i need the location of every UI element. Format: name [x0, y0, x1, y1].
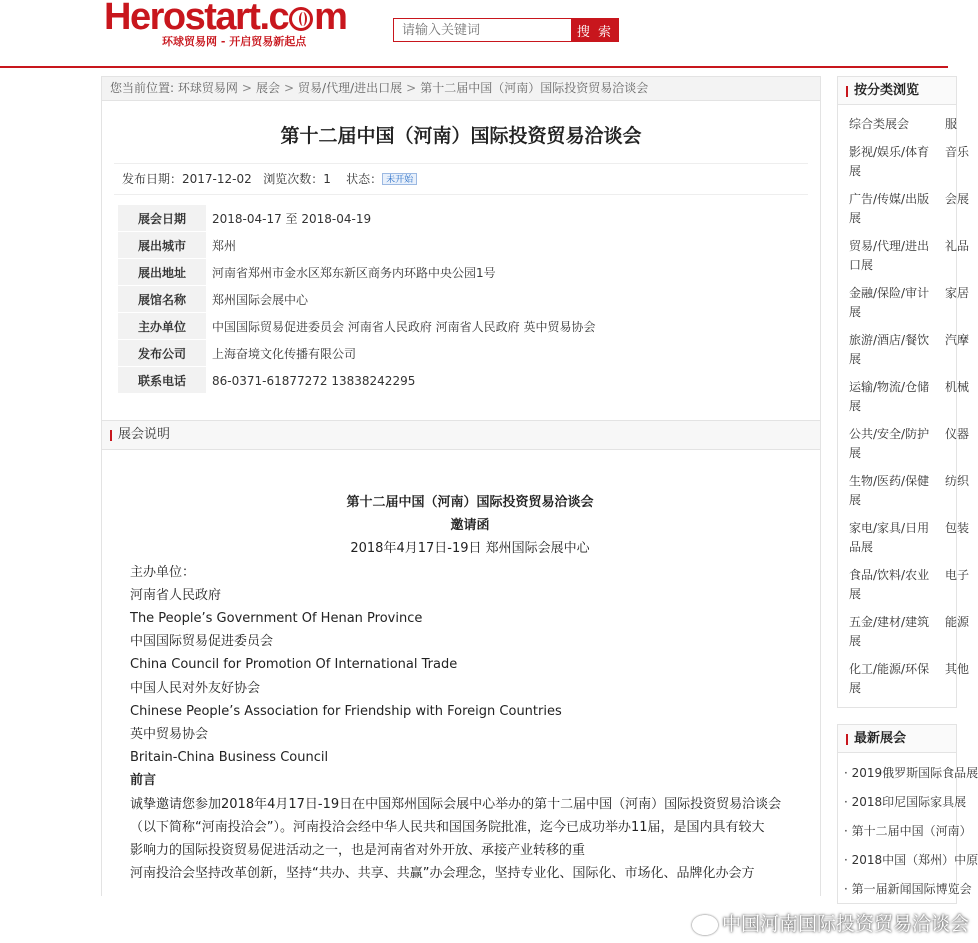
sidebar-category[interactable]: 运输/物流/仓储展 [849, 380, 930, 413]
table-row [118, 340, 595, 367]
sidebar-latest-exhibitions [837, 724, 978, 904]
sidebar-title-text: 按分类浏览 [854, 83, 920, 98]
paragraph-line: 影响力的国际投资贸易促进活动之一，也是河南省对外开放、承接产业转移的重 [130, 843, 586, 859]
sidebar-category[interactable]: 综合类展会 [849, 117, 910, 131]
publish-date: 2017-12-02 [182, 172, 252, 186]
breadcrumb-exhibitions[interactable]: 展会 [255, 81, 280, 95]
breadcrumb [102, 77, 820, 101]
info-value: 2018-04-17 至 2018-04-19 [212, 212, 372, 226]
article-title: 第十二届中国（河南）国际投资贸易洽谈会 [346, 495, 594, 510]
info-key: 发布公司 [118, 340, 206, 367]
preface-label: 前言 [130, 773, 157, 789]
news-item-label[interactable]: 第十二届中国（河南） [851, 824, 972, 838]
views-count: 1 [323, 172, 331, 186]
info-value: 上海奋境文化传播有限公司 [212, 347, 357, 361]
wechat-icon [692, 915, 718, 935]
table-row [118, 259, 595, 286]
article-line: Chinese People’s Association for Friendship with Foreign Countries [130, 703, 562, 719]
info-key: 展出地址 [118, 259, 206, 286]
sidebar-category[interactable]: 生物/医药/保健展 [849, 474, 930, 507]
section-marker [110, 430, 112, 441]
sidebar-category[interactable]: 家居 [945, 286, 970, 300]
sidebar-category[interactable]: 家电/家具/日用品展 [849, 521, 930, 554]
info-value: 中国国际贸易促进委员会 河南省人民政府 河南省人民政府 英中贸易协会 [212, 320, 596, 334]
article-line: China Council for Promotion Of International Trade [130, 657, 458, 673]
sidebar-category[interactable]: 仪器 [945, 427, 970, 441]
watermark-text: 中国河南国际投资贸易洽谈会 [722, 913, 970, 935]
news-item[interactable]: · 第十二届中国（河南） [844, 824, 972, 838]
sidebar-categories [837, 76, 970, 708]
publish-date-label: 发布日期： [122, 172, 183, 186]
news-item[interactable]: · 2018中国（郑州）中原 [844, 853, 978, 867]
info-key: 展出城市 [118, 232, 206, 259]
news-item[interactable]: · 第一届新闻国际博览会 [844, 882, 972, 896]
globe-icon [289, 7, 313, 31]
news-item[interactable]: · 2019俄罗斯国际食品展 [844, 766, 978, 780]
breadcrumb-category[interactable]: 贸易/代理/进出口展 [298, 81, 403, 95]
info-value: 郑州国际会展中心 [212, 293, 309, 307]
sidebar-category[interactable]: 影视/娱乐/体育展 [849, 145, 930, 178]
sidebar-category[interactable]: 公共/安全/防护展 [849, 427, 930, 460]
logo-wordmark: Herostart.c m [104, 0, 347, 38]
sidebar-category[interactable]: 电子 [945, 568, 970, 582]
section-marker [846, 734, 848, 745]
status-label: 状态： [346, 172, 383, 186]
article-line: 英中贸易协会 [130, 727, 209, 743]
paragraph-line: （以下简称“河南投洽会”）。河南投洽会经中华人民共和国国务院批准，迄今已成功举办11届，是国内具有较大 [130, 819, 765, 835]
section-header-description [102, 420, 820, 450]
paragraph-line: 河南投洽会坚持改革创新，坚持“共办、共享、共赢”办会理念，坚持专业化、国际化、市场化、品牌化办会方 [130, 866, 755, 882]
news-item-label[interactable]: 2018印尼国际家具展 [851, 795, 967, 809]
status-badge: 未开始 [382, 173, 417, 185]
info-key: 主办单位 [118, 313, 206, 340]
news-item-label[interactable]: 2019俄罗斯国际食品展 [851, 766, 978, 780]
news-item-label[interactable]: 第一届新闻国际博览会 [851, 882, 972, 896]
news-item-label[interactable]: 2018中国（郑州）中原 [851, 853, 978, 867]
section-marker [846, 86, 848, 97]
sidebar-category[interactable]: 食品/饮料/农业展 [849, 568, 930, 601]
exhibition-info-table [118, 205, 595, 394]
sidebar-category[interactable]: 贸易/代理/进出口展 [849, 239, 930, 272]
breadcrumb-separator: > [241, 81, 252, 95]
sidebar-category[interactable]: 旅游/酒店/餐饮展 [849, 333, 930, 366]
sidebar-category[interactable]: 纺织 [945, 474, 970, 488]
article-line: The People’s Government Of Henan Province [130, 611, 423, 627]
news-item[interactable]: · 2018印尼国际家具展 [844, 795, 967, 809]
logo-slogan: 环球贸易网 - 开启贸易新起点 [162, 35, 307, 48]
views-label: 浏览次数： [263, 172, 324, 186]
table-row [118, 232, 595, 259]
sidebar-category[interactable]: 包装 [945, 521, 970, 535]
watermark [692, 909, 969, 943]
info-value: 86-0371-61877272 13838242295 [212, 373, 416, 388]
sidebar-categories-title [838, 77, 956, 105]
table-row [118, 286, 595, 313]
page-title: 第十二届中国（河南）国际投资贸易洽谈会 [280, 125, 642, 147]
article-date-line: 2018年4月17日-19日 郑州国际会展中心 [350, 541, 590, 557]
sidebar-category[interactable]: 服 [945, 117, 958, 131]
paragraph-line: 诚挚邀请您参加2018年4月17日-19日在中国郑州国际会展中心举办的第十二届中国（河南）国际投资贸易洽谈会 [130, 796, 782, 812]
info-key: 展会日期 [118, 205, 206, 232]
breadcrumb-prefix: 您当前位置: [110, 81, 175, 95]
info-key: 展馆名称 [118, 286, 206, 313]
article-line: 中国国际贸易促进委员会 [130, 634, 274, 650]
sidebar-news-title [838, 725, 956, 753]
search-input[interactable] [393, 18, 571, 42]
meta-bar [114, 163, 808, 195]
breadcrumb-separator: > [283, 81, 295, 95]
organizers-label: 主办单位： [130, 564, 196, 580]
article-body [130, 491, 810, 885]
info-key: 联系电话 [118, 367, 206, 394]
breadcrumb-home[interactable]: 环球贸易网 [177, 81, 238, 95]
breadcrumb-separator: > [406, 81, 417, 95]
site-logo[interactable] [104, 0, 347, 52]
sidebar-title-text: 最新展会 [854, 731, 907, 746]
sidebar-category[interactable]: 其他 [945, 662, 970, 676]
article-line: 河南省人民政府 [130, 587, 222, 603]
sidebar-category[interactable]: 化工/能源/环保展 [849, 662, 930, 695]
sidebar-category[interactable]: 能源 [945, 615, 970, 629]
site-header [0, 0, 948, 68]
article-subtitle: 邀请函 [450, 518, 490, 534]
table-row [118, 313, 595, 340]
section-title: 展会说明 [118, 427, 171, 442]
info-value: 郑州 [212, 239, 237, 253]
article-line: 中国人民对外友好协会 [130, 680, 261, 696]
table-row [118, 205, 595, 232]
article-line: Britain-China Business Council [130, 750, 329, 766]
sidebar-category[interactable]: 汽摩 [945, 333, 970, 347]
sidebar-category[interactable]: 机械 [945, 380, 970, 394]
sidebar-category[interactable]: 会展 [945, 192, 970, 206]
search-button[interactable]: 搜 索 [571, 18, 619, 42]
sidebar-category[interactable]: 五金/建材/建筑展 [849, 615, 930, 648]
table-row [118, 367, 595, 394]
breadcrumb-current: 第十二届中国（河南）国际投资贸易洽谈会 [420, 81, 649, 95]
sidebar-category[interactable]: 礼品 [945, 239, 970, 253]
info-value: 河南省郑州市金水区郑东新区商务内环路中央公园1号 [212, 266, 496, 280]
sidebar-category[interactable]: 音乐 [945, 145, 970, 159]
sidebar-category[interactable]: 金融/保险/审计展 [849, 286, 930, 319]
sidebar-category[interactable]: 广告/传媒/出版展 [849, 192, 930, 225]
